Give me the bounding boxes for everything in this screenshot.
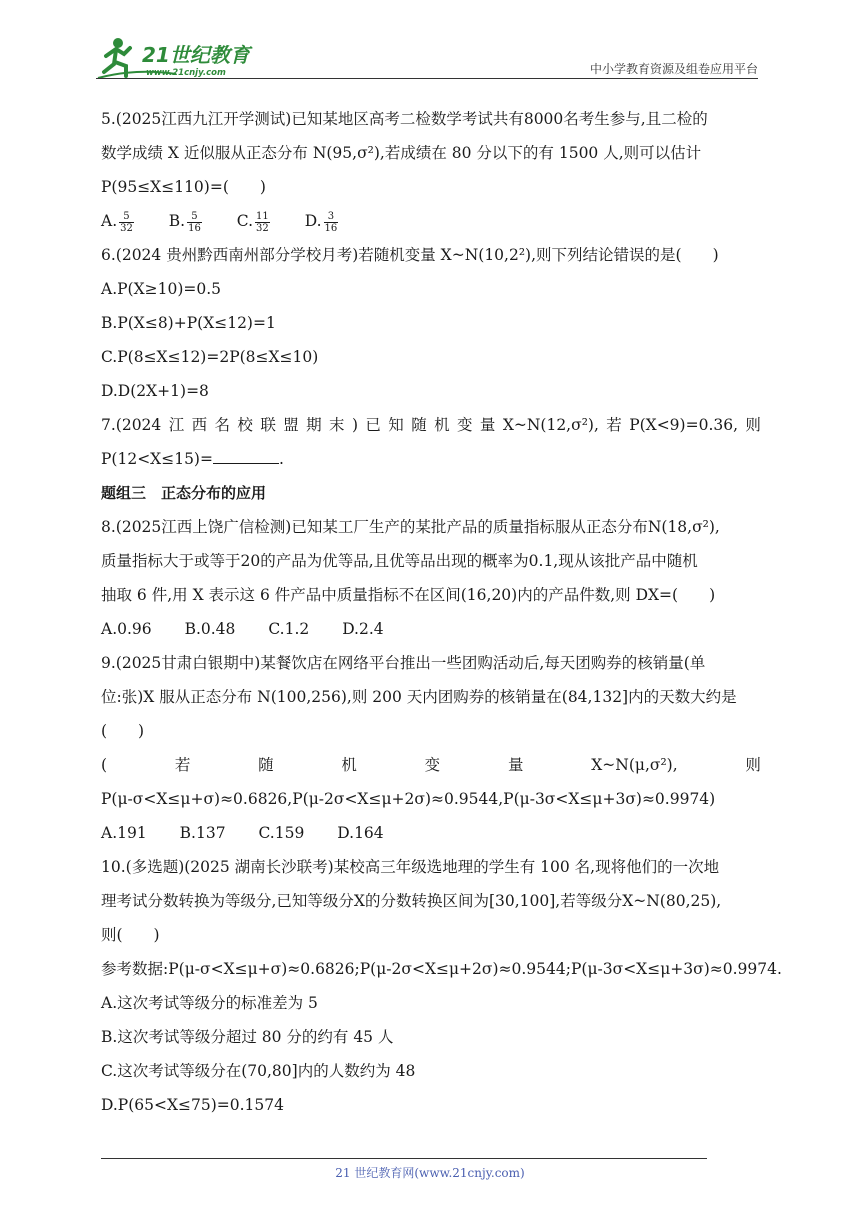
q6-line-1: 6.(2024 贵州黔西南州部分学校月考)若随机变量 X~N(10,2²),则下列结论错误的是( )	[101, 246, 719, 264]
q8-option-a: A.0.96	[101, 620, 152, 638]
q6-option-b: B.P(X≤8)+P(X≤12)=1	[101, 314, 276, 332]
q5-line-3: P(95≤X≤110)=( )	[101, 178, 266, 196]
page-footer: 21 世纪教育网(www.21cnjy.com)	[335, 1166, 525, 1180]
q5-line-1: 5.(2025江西九江开学测试)已知某地区高考二检数学考试共有8000名考生参与,且二检的	[101, 110, 708, 128]
q10-line-3: 则( )	[101, 926, 160, 944]
q7-line-2: P(12<X≤15)= .	[101, 442, 761, 476]
q9-line-4: ( 若 随 机 变 量 X~N(μ,σ²), 则	[101, 756, 761, 774]
q9-line-1: 9.(2025甘肃白银期中)某餐饮店在网络平台推出一些团购活动后,每天团购券的核销量(单	[101, 654, 706, 672]
q9-option-d: D.164	[337, 824, 384, 842]
page-header	[96, 34, 758, 80]
q5-option-b: B. $\frac{5}{16}$	[168, 210, 201, 234]
q8-option-b: B.0.48	[184, 620, 236, 638]
q9-options	[101, 816, 761, 850]
q8-option-c: C.1.2	[268, 620, 310, 638]
document-body	[101, 102, 782, 1122]
logo-title: 21世纪教育	[142, 43, 250, 67]
q8-line-2: 质量指标大于或等于20的产品为优等品,且优等品出现的概率为0.1,现从该批产品中随机	[101, 552, 698, 570]
q7-line-1: 7.(2024 江 西 名 校 联 盟 期 末 ) 已 知 随 机 变 量 X~N(12,σ²), 若 P(X<9)=0.36, 则	[101, 416, 761, 434]
q9-line-2: 位:张)X 服从正态分布 N(100,256),则 200 天内团购券的核销量在(84,132]内的天数大约是	[101, 688, 737, 706]
logo-url: www.21cnjy.com	[146, 68, 226, 78]
q10-line-1: 10.(多选题)(2025 湖南长沙联考)某校高三年级选地理的学生有 100 名,现将他们的一次地	[101, 858, 720, 876]
footer-divider	[101, 1158, 707, 1159]
q6-option-c: C.P(8≤X≤12)=2P(8≤X≤10)	[101, 348, 319, 366]
q5-option-d: D. $\frac{3}{16}$	[304, 210, 338, 234]
platform-name: 中小学教育资源及组卷应用平台	[589, 62, 758, 76]
q9-option-c: C.159	[258, 824, 305, 842]
q6-option-d: D.D(2X+1)=8	[101, 382, 209, 400]
q10-option-c: C.这次考试等级分在(70,80]内的人数约为 48	[101, 1062, 416, 1080]
q10-option-b: B.这次考试等级分超过 80 分的约有 45 人	[101, 1028, 394, 1046]
q8-line-3: 抽取 6 件,用 X 表示这 6 件产品中质量指标不在区间(16,20)内的产品件数,则 DX=( )	[101, 586, 716, 604]
q5-option-c: C. $\frac{11}{32}$	[236, 210, 269, 234]
q9-option-a: A.191	[101, 824, 147, 842]
q10-option-d: D.P(65<X≤75)=0.1574	[101, 1096, 285, 1114]
q8-line-1: 8.(2025江西上饶广信检测)已知某工厂生产的某批产品的质量指标服从正态分布N(18,σ²),	[101, 518, 720, 536]
q8-options	[101, 612, 761, 646]
q9-line-5: P(μ-σ<X≤μ+σ)≈0.6826,P(μ-2σ<X≤μ+2σ)≈0.9544,P(μ-3σ<X≤μ+3σ)≈0.9974)	[101, 790, 716, 808]
q10-reference-data: 参考数据:P(μ-σ<X≤μ+σ)≈0.6826;P(μ-2σ<X≤μ+2σ)≈0.9544;P(μ-3σ<X≤μ+3σ)≈0.9974.	[101, 960, 782, 978]
q10-option-a: A.这次考试等级分的标准差为 5	[101, 994, 318, 1012]
section-heading: 题组三 正态分布的应用	[101, 484, 267, 502]
header-divider	[96, 78, 758, 79]
q10-line-2: 理考试分数转换为等级分,已知等级分X的分数转换区间为[30,100],若等级分X~N(80,25),	[101, 892, 722, 910]
q5-options	[101, 204, 761, 238]
q9-line-3: ( )	[101, 722, 145, 740]
answer-blank	[213, 447, 279, 464]
q5-option-a: A. $\frac{5}{32}$	[101, 210, 133, 234]
q8-option-d: D.2.4	[342, 620, 384, 638]
q9-option-b: B.137	[179, 824, 226, 842]
q6-option-a: A.P(X≥10)=0.5	[101, 280, 222, 298]
q5-line-2: 数学成绩 X 近似服从正态分布 N(95,σ²),若成绩在 80 分以下的有 1500 人,则可以估计	[101, 144, 702, 162]
logo	[96, 34, 266, 80]
